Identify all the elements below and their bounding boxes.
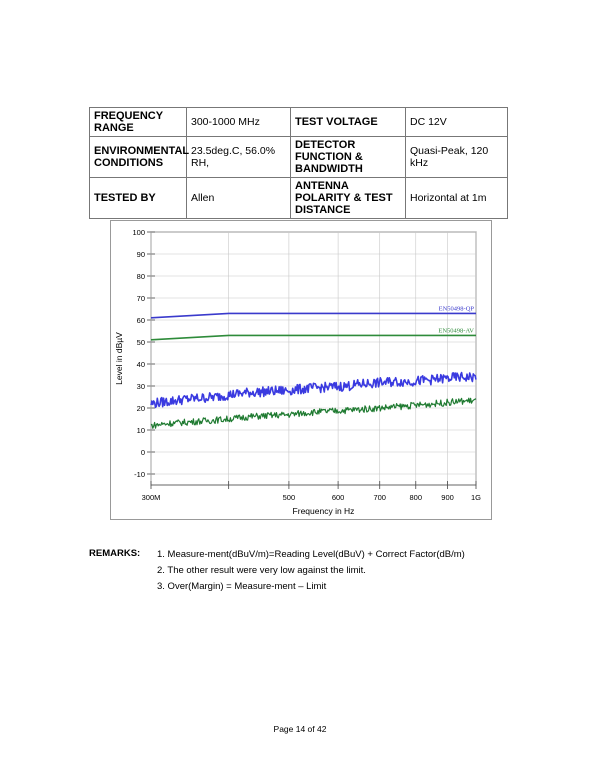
y-tick-label: 60 (136, 316, 145, 325)
frequency-range-value: 300-1000 MHz (187, 108, 291, 137)
environmental-conditions-label: ENVIRONMENTAL CONDITIONS (90, 137, 187, 178)
x-tick-label: 800 (409, 493, 423, 502)
x-tick-label: 500 (282, 493, 296, 502)
test-conditions-table (89, 107, 508, 219)
page-number: Page 14 of 42 (273, 724, 327, 734)
remark-item: 1. Measure-ment(dBuV/m)=Reading Level(dBuV) + Correct Factor(dB/m) (157, 549, 465, 560)
limit-label: EN50498-QP (438, 305, 474, 313)
x-axis-title: Frequency in Hz (292, 506, 355, 516)
y-tick-label: 70 (136, 294, 145, 303)
test-voltage-label: TEST VOLTAGE (291, 108, 406, 137)
remark-item: 2. The other result were very low against the limit. (157, 565, 366, 576)
y-tick-label: -10 (134, 470, 145, 479)
frequency-range-label: FREQUENCY RANGE (90, 108, 187, 137)
table-row (90, 108, 508, 137)
environmental-conditions-value: 23.5deg.C, 56.0% RH, (187, 137, 291, 178)
emission-chart-svg (111, 221, 491, 519)
x-tick-label: 900 (441, 493, 454, 502)
tested-by-label: TESTED BY (90, 178, 187, 219)
remarks-label: REMARKS: (89, 548, 141, 559)
x-tick-label: 1G (470, 493, 482, 502)
x-tick-label: 300M (141, 493, 161, 502)
emission-chart (110, 220, 492, 520)
table-row (90, 137, 508, 178)
antenna-polarity-label: ANTENNA POLARITY & TEST DISTANCE (291, 178, 406, 219)
remarks-list (157, 548, 557, 596)
y-tick-label: 20 (136, 404, 145, 413)
detector-function-value: Quasi-Peak, 120 kHz (406, 137, 508, 178)
y-tick-label: 80 (136, 272, 145, 281)
y-tick-label: 10 (136, 426, 145, 435)
test-conditions-body (90, 108, 508, 219)
x-tick-label: 600 (331, 493, 345, 502)
table-row (90, 178, 508, 219)
antenna-polarity-value: Horizontal at 1m (406, 178, 508, 219)
tested-by-value: Allen (187, 178, 291, 219)
y-tick-label: 30 (136, 382, 145, 391)
y-tick-label: 100 (132, 228, 145, 237)
y-tick-label: 90 (136, 250, 145, 259)
limit-label: EN50498-AV (438, 327, 474, 335)
test-voltage-value: DC 12V (406, 108, 508, 137)
y-tick-label: 0 (140, 448, 145, 457)
y-axis-title: Level in dBµV (114, 332, 124, 385)
remark-item: 3. Over(Margin) = Measure-ment – Limit (157, 581, 327, 592)
y-tick-label: 40 (136, 360, 145, 369)
y-tick-label: 50 (136, 338, 145, 347)
detector-function-label: DETECTOR FUNCTION & BANDWIDTH (291, 137, 406, 178)
plot-area (151, 232, 476, 485)
x-tick-label: 700 (373, 493, 386, 502)
